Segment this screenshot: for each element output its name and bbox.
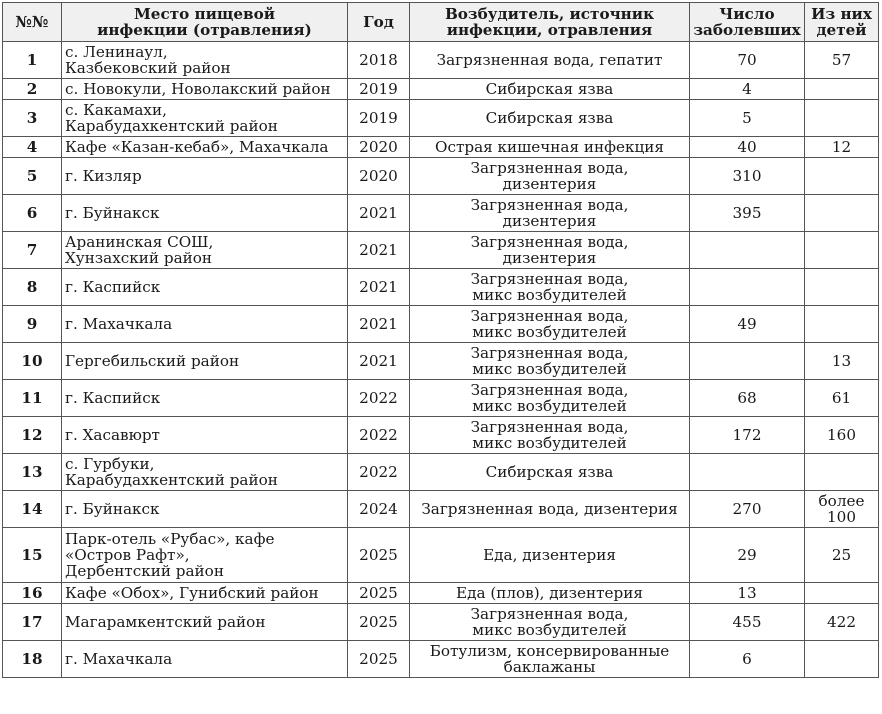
table-row [3,269,879,306]
cell-year-text: 2019 [359,80,398,98]
cell-place-line: Кафе «Обох», Гунибский район [65,584,319,602]
cell-agent [410,137,690,158]
cell-place-line: с. Гурбуки, [65,455,155,473]
table-row [3,100,879,137]
cell-count [690,158,805,195]
cell-agent-line: Загрязненная вода, [470,418,629,436]
cell-count [690,79,805,100]
cell-num-text: 9 [26,315,38,333]
cell-place [62,583,348,604]
cell-year-text: 2025 [359,650,398,668]
cell-kids [805,583,879,604]
cell-agent [410,232,690,269]
cell-agent-line: Загрязненная вода, дизентерия [421,500,678,518]
cell-year-text: 2022 [359,426,398,444]
cell-year-text: 2024 [359,500,398,518]
cell-year-text: 2021 [359,278,398,296]
cell-place-line: г. Хасавюрт [65,426,160,444]
cell-kids [805,137,879,158]
cell-agent-line: микс возбудителей [472,360,627,378]
cell-year [348,583,410,604]
cell-num [3,158,62,195]
cell-year-text: 2021 [359,315,398,333]
cell-count [690,583,805,604]
cell-place [62,195,348,232]
cell-year [348,158,410,195]
cell-place-line: Дербентский район [65,562,224,580]
cell-count [690,528,805,583]
cell-place [62,641,348,678]
cell-count [690,195,805,232]
table-row [3,158,879,195]
cell-num [3,232,62,269]
cell-count-text: 70 [737,51,757,69]
cell-count [690,604,805,641]
cell-agent-line: Еда (плов), дизентерия [456,584,643,602]
cell-place [62,528,348,583]
cell-num [3,42,62,79]
cell-agent-line: Загрязненная вода, гепатит [436,51,663,69]
cell-agent-line: Сибирская язва [485,80,614,98]
cell-count-text: 29 [737,546,757,564]
header-agent: Возбудитель, источник инфекции, отравления [410,3,690,42]
cell-num [3,528,62,583]
cell-count-text: 13 [737,584,757,602]
cell-agent-line: Загрязненная вода, [470,270,629,288]
cell-year [348,454,410,491]
cell-count [690,100,805,137]
cell-agent [410,343,690,380]
cell-agent-line: Сибирская язва [485,109,614,127]
cell-num-text: 18 [21,650,43,668]
header-num: №№ [3,3,62,42]
outbreak-table [2,2,879,678]
cell-kids [805,641,879,678]
cell-place-line: Кафе «Казан-кебаб», Махачкала [65,138,329,156]
cell-year [348,137,410,158]
header-place: Место пищевой инфекции (отравления) [62,3,348,42]
cell-year [348,42,410,79]
cell-agent-line: Загрязненная вода, [470,159,629,177]
cell-agent-line: Загрязненная вода, [470,196,629,214]
table-row [3,380,879,417]
cell-count-text: 49 [737,315,757,333]
cell-kids [805,79,879,100]
cell-place-line: с. Ленинаул, [65,43,168,61]
cell-year [348,343,410,380]
cell-kids [805,306,879,343]
cell-kids-text: 57 [831,51,852,69]
cell-num [3,641,62,678]
cell-agent-line: Загрязненная вода, [470,605,629,623]
cell-agent [410,380,690,417]
cell-agent [410,306,690,343]
cell-agent-line: Загрязненная вода, [470,381,629,399]
table-row [3,79,879,100]
cell-kids [805,417,879,454]
cell-count-text: 4 [742,80,752,98]
cell-count [690,417,805,454]
cell-agent [410,100,690,137]
cell-place-line: г. Буйнакск [65,204,160,222]
table-row [3,306,879,343]
cell-agent-line: дизентерия [502,212,597,230]
cell-kids-line: 100 [827,508,856,526]
cell-year-text: 2021 [359,352,398,370]
cell-num-text: 6 [26,204,38,222]
cell-agent [410,583,690,604]
table-row [3,137,879,158]
cell-num-text: 11 [21,389,43,407]
cell-agent [410,528,690,583]
cell-count [690,641,805,678]
cell-year-text: 2022 [359,389,398,407]
cell-place-line: Казбековский район [65,59,231,77]
cell-year [348,641,410,678]
cell-agent-line: Загрязненная вода, [470,233,629,251]
cell-num-text: 14 [21,500,43,518]
cell-num-text: 3 [26,109,38,127]
cell-year [348,195,410,232]
cell-agent-line: микс возбудителей [472,434,627,452]
cell-count [690,380,805,417]
cell-year-text: 2021 [359,241,398,259]
cell-agent-line: Сибирская язва [485,463,614,481]
cell-agent-line: микс возбудителей [472,397,627,415]
cell-num [3,343,62,380]
cell-place [62,380,348,417]
cell-count [690,343,805,380]
cell-place [62,604,348,641]
cell-place-line: г. Махачкала [65,650,173,668]
cell-year-text: 2020 [359,167,398,185]
cell-year-text: 2018 [359,51,398,69]
outbreak-table-container [2,2,879,678]
cell-year [348,491,410,528]
cell-place-line: с. Какамахи, [65,101,167,119]
cell-num [3,454,62,491]
cell-kids-line: более [818,492,865,510]
cell-num [3,604,62,641]
cell-kids [805,158,879,195]
cell-year-text: 2022 [359,463,398,481]
cell-num-text: 7 [26,241,38,259]
cell-count [690,269,805,306]
table-row [3,232,879,269]
cell-agent-line: Еда, дизентерия [483,546,616,564]
table-row [3,454,879,491]
cell-count [690,454,805,491]
cell-agent [410,42,690,79]
cell-place [62,454,348,491]
cell-num-text: 12 [21,426,43,444]
cell-year [348,380,410,417]
table-row [3,604,879,641]
cell-num-text: 2 [26,80,38,98]
cell-agent-line: микс возбудителей [472,323,627,341]
cell-kids [805,528,879,583]
cell-count-text: 310 [732,167,762,185]
cell-kids [805,269,879,306]
cell-place-line: Гергебильский район [65,352,240,370]
cell-place [62,491,348,528]
cell-num [3,417,62,454]
cell-agent-line: микс возбудителей [472,621,627,639]
header-kids: Из них детей [805,3,879,42]
cell-num [3,583,62,604]
cell-count-text: 395 [732,204,762,222]
cell-year [348,269,410,306]
cell-agent [410,269,690,306]
cell-year-text: 2021 [359,204,398,222]
cell-place [62,137,348,158]
cell-agent [410,417,690,454]
cell-place [62,42,348,79]
cell-agent-line: Загрязненная вода, [470,344,629,362]
cell-place-line: Магарамкентский район [65,613,266,631]
cell-num-text: 17 [21,613,43,631]
cell-place-line: Хунзахский район [65,249,213,267]
cell-place-line: Карабудахкентский район [65,471,278,489]
cell-year-text: 2025 [359,613,398,631]
table-row [3,641,879,678]
cell-num [3,195,62,232]
cell-count-text: 6 [742,650,752,668]
cell-num [3,269,62,306]
cell-kids [805,454,879,491]
cell-year [348,417,410,454]
cell-num-text: 8 [26,278,38,296]
cell-year-text: 2025 [359,546,398,564]
cell-count [690,306,805,343]
cell-count [690,137,805,158]
cell-agent-line: Острая кишечная инфекция [435,138,664,156]
cell-agent-line: дизентерия [502,175,597,193]
cell-year-text: 2019 [359,109,398,127]
cell-year [348,604,410,641]
cell-count [690,491,805,528]
table-row [3,195,879,232]
table-row [3,42,879,79]
cell-agent-line: Загрязненная вода, [470,307,629,325]
cell-count-text: 40 [737,138,757,156]
cell-num [3,306,62,343]
header-year: Год [348,3,410,42]
cell-kids [805,195,879,232]
cell-count-text: 270 [732,500,762,518]
cell-agent [410,454,690,491]
cell-place-line: г. Кизляр [65,167,142,185]
cell-place [62,269,348,306]
cell-place-line: г. Каспийск [65,389,161,407]
cell-agent [410,641,690,678]
cell-num-text: 15 [21,546,43,564]
cell-count-text: 5 [742,109,752,127]
cell-year [348,100,410,137]
cell-count-text: 172 [732,426,762,444]
cell-kids-text: 160 [827,426,856,444]
cell-num [3,100,62,137]
cell-num-text: 1 [26,51,38,69]
cell-agent [410,79,690,100]
cell-agent [410,195,690,232]
cell-place [62,100,348,137]
cell-place-line: «Остров Рафт», [65,546,190,564]
cell-count [690,232,805,269]
cell-num-text: 5 [26,167,38,185]
cell-num [3,137,62,158]
cell-kids [805,232,879,269]
cell-place-line: г. Буйнакск [65,500,160,518]
cell-year-text: 2020 [359,138,398,156]
cell-place-line: г. Каспийск [65,278,161,296]
cell-year [348,528,410,583]
cell-num-text: 4 [26,138,38,156]
cell-place [62,343,348,380]
cell-place [62,306,348,343]
header-count: Число заболевших [690,3,805,42]
cell-kids-text: 25 [831,546,852,564]
cell-kids-text: 13 [831,352,852,370]
cell-agent-line: дизентерия [502,249,597,267]
table-row [3,491,879,528]
cell-year [348,306,410,343]
cell-agent-line: Ботулизм, консервированные [429,642,670,660]
table-body [3,42,879,678]
cell-num-text: 10 [21,352,43,370]
cell-year [348,232,410,269]
cell-kids [805,42,879,79]
cell-agent-line: микс возбудителей [472,286,627,304]
table-row [3,528,879,583]
header-row [3,3,879,42]
cell-kids [805,380,879,417]
cell-agent-line: баклажаны [503,658,596,676]
cell-agent [410,491,690,528]
table-row [3,583,879,604]
cell-kids [805,604,879,641]
cell-place [62,79,348,100]
cell-num [3,491,62,528]
cell-place [62,232,348,269]
cell-place-line: г. Махачкала [65,315,173,333]
cell-kids-text: 61 [831,389,852,407]
cell-kids [805,343,879,380]
cell-place [62,158,348,195]
cell-count-text: 455 [732,613,762,631]
cell-num [3,380,62,417]
cell-num-text: 13 [21,463,43,481]
cell-place [62,417,348,454]
cell-count-text: 68 [737,389,757,407]
cell-num-text: 16 [21,584,43,602]
cell-kids [805,491,879,528]
cell-kids-text: 12 [831,138,852,156]
cell-agent [410,158,690,195]
cell-kids-text: 422 [827,613,856,631]
cell-num [3,79,62,100]
cell-agent [410,604,690,641]
cell-year-text: 2025 [359,584,398,602]
cell-place-line: Карабудахкентский район [65,117,278,135]
table-row [3,343,879,380]
cell-place-line: Парк-отель «Рубас», кафе [65,530,275,548]
cell-count [690,42,805,79]
cell-place-line: с. Новокули, Новолакский район [65,80,331,98]
cell-year [348,79,410,100]
cell-kids [805,100,879,137]
cell-place-line: Аранинская СОШ, [65,233,214,251]
table-row [3,417,879,454]
